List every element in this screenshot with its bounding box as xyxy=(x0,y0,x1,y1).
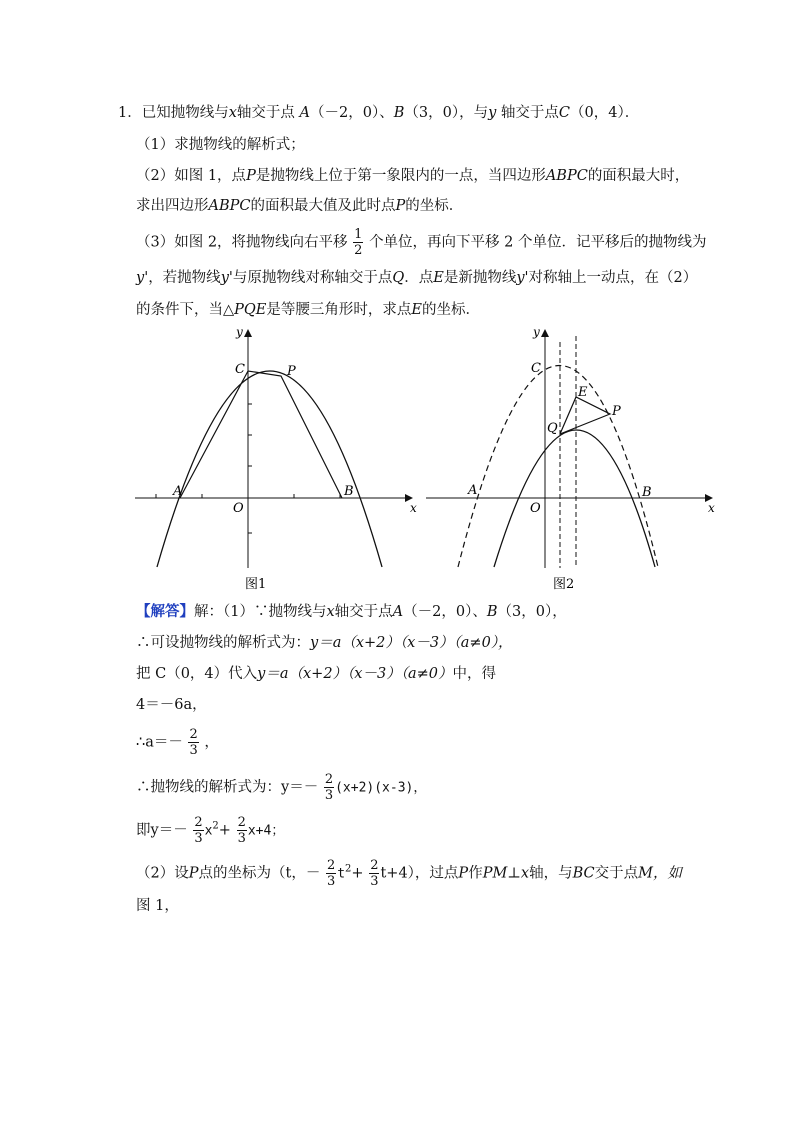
solution-line-2: ∴可设抛物线的解析式为：y＝a（x+2）（x－3）（a≠0）， xyxy=(136,635,513,651)
fig2-label-E: E xyxy=(578,385,588,400)
fig2-label-P: P xyxy=(612,404,621,419)
answer-tag: 【解答】 xyxy=(136,603,194,620)
problem-part-3-line-2: y'，若抛物线y'与原抛物线对称轴交于点Q．点E是新抛物线y'对称轴上一动点，在（2） xyxy=(136,270,698,286)
fig1-label-A: A xyxy=(173,484,183,499)
fig1-y-ticks xyxy=(248,404,252,533)
figure-2 xyxy=(420,320,720,600)
solution-line-9: 图 1， xyxy=(136,898,179,914)
fig2-label-Q: Q xyxy=(547,421,558,436)
fig1-label-B: B xyxy=(344,484,354,499)
fig2-label-B: B xyxy=(642,485,652,500)
problem-part-2-line-2: 求出四边形ABPC的面积最大值及此时点P的坐标． xyxy=(136,198,464,214)
fig2-caption: 图2 xyxy=(553,577,575,592)
fig1-quadrilateral-ABPC xyxy=(180,371,342,498)
fig2-original-parabola xyxy=(458,366,658,568)
fig1-label-P: P xyxy=(287,364,296,379)
solution-line-4: 4＝－6a， xyxy=(136,697,207,713)
fig1-label-C: C xyxy=(235,362,245,377)
problem-line-1: 1．已知抛物线与x轴交于点 A（－2，0）、B（3，0），与y 轴交于点C（0，4）． xyxy=(118,105,640,121)
problem-part-3-line-1: （3）如图 2，将抛物线向右平移 $\frac{1}{2}$ 个单位，再向下平移 2 个单位．记平移后的抛物线为 xyxy=(136,227,707,258)
fig2-label-A: A xyxy=(468,483,478,498)
solution-line-1: 【解答】解：（1）∵抛物线与x轴交于点A（－2，0）、B（3，0）， xyxy=(136,603,567,620)
problem-part-1: （1）求抛物线的解析式； xyxy=(136,137,305,153)
fig2-label-O: O xyxy=(530,501,541,516)
fig1-caption: 图1 xyxy=(245,577,267,592)
fig1-label-O: O xyxy=(233,501,244,516)
fig2-label-y: y xyxy=(533,325,540,339)
fig2-label-C: C xyxy=(531,361,541,376)
problem-part-3-line-3: 的条件下，当△PQE是等腰三角形时，求点E的坐标． xyxy=(136,302,480,318)
solution-line-3: 把 C（0，4）代入y＝a（x+2）（x－3）（a≠0）中，得 xyxy=(136,666,496,682)
fig2-label-x: x xyxy=(708,501,715,515)
solution-line-7: 即y＝－ $\frac{2}{3}$ $x^2+$ $\frac{2}{3}$ x+4； xyxy=(136,815,285,846)
fig1-parabola xyxy=(157,371,382,567)
solution-line-6: ∴抛物线的解析式为：y＝－ $\frac{2}{3}$ (x+2)(x-3)， xyxy=(136,772,427,803)
figure-1 xyxy=(130,320,430,600)
problem-part-2-line-1: （2）如图 1，点P是抛物线上位于第一象限内的一点，当四边形ABPC的面积最大时， xyxy=(136,168,690,184)
solution-line-5: ∴a＝－ $\frac{2}{3}$ ， xyxy=(136,727,219,758)
fig1-label-y: y xyxy=(236,325,243,339)
fraction-one-half: $\frac{1}{2}$ xyxy=(354,227,363,258)
solution-line-8: （2）设P点的坐标为（t，－ $\frac{2}{3}$ $t^2+$ $\frac{2}{3}$ t+4），过点P作PM⊥x轴，与BC交于点M，如 xyxy=(136,858,682,889)
fig1-label-x: x xyxy=(410,501,417,515)
